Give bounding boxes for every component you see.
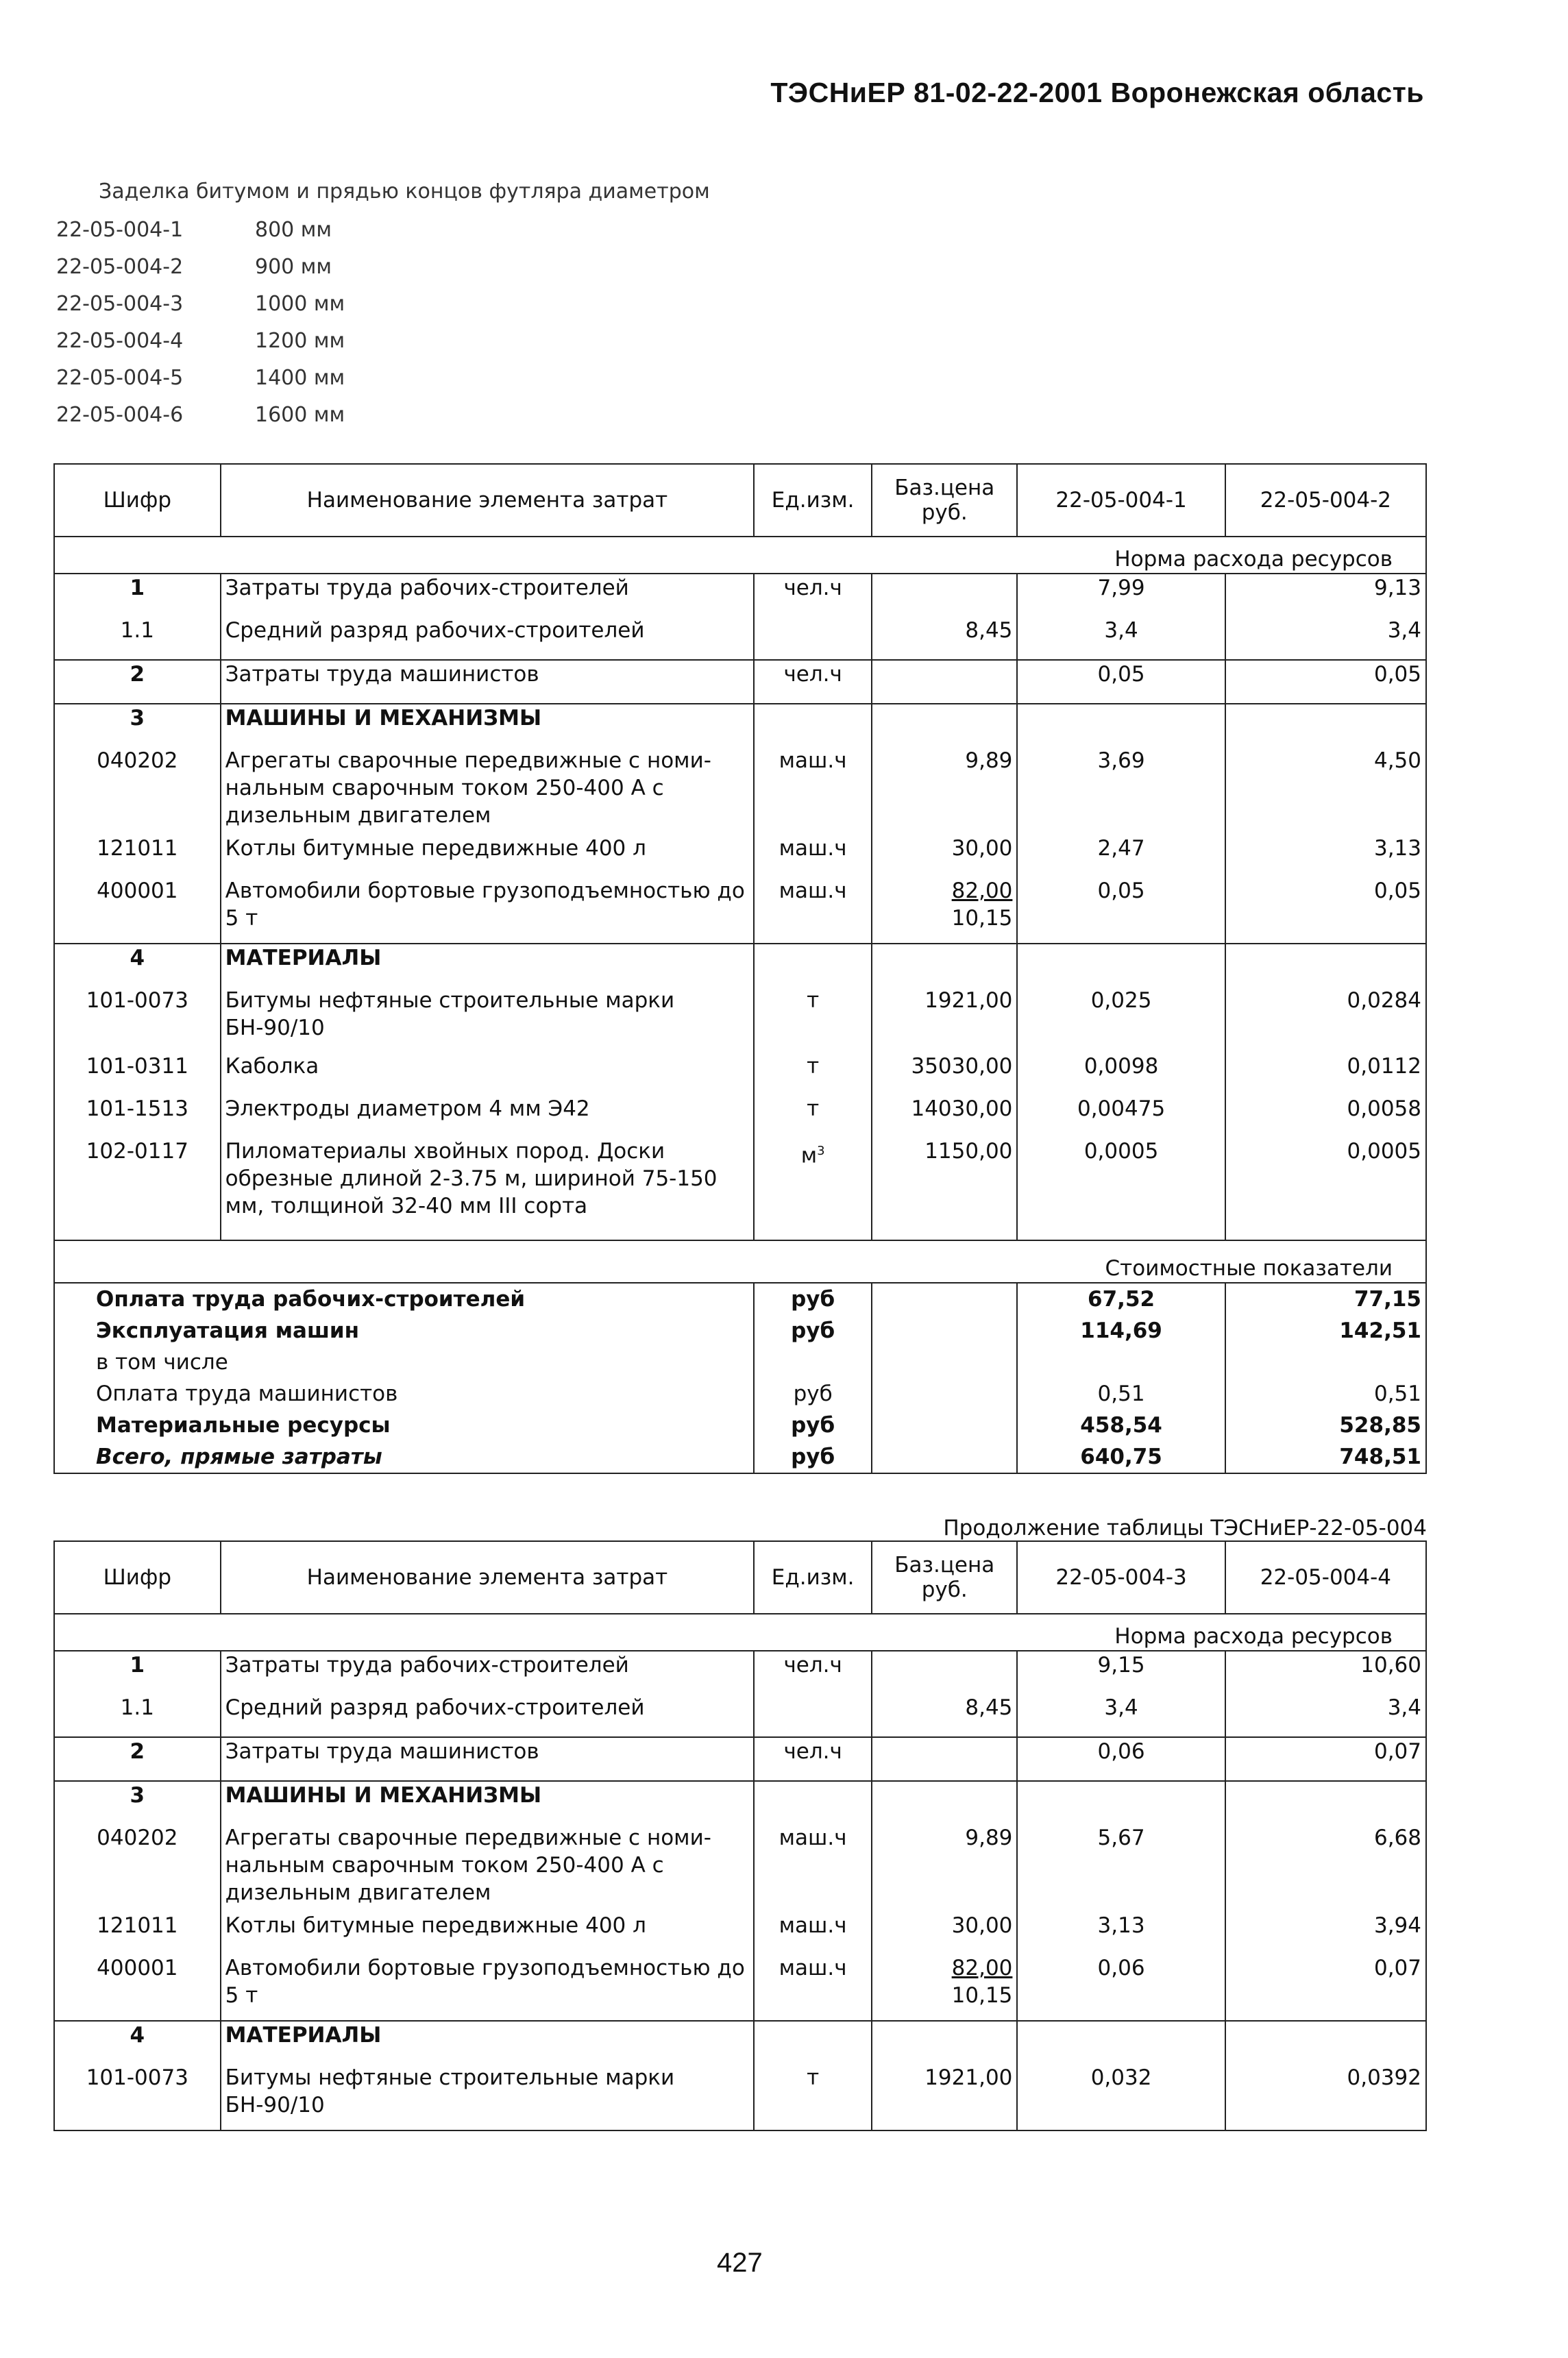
table-row bbox=[54, 1694, 1426, 1737]
row-name: Затраты труда машинистов bbox=[221, 1737, 755, 1781]
row-value-1: 5,67 bbox=[1017, 1824, 1225, 1912]
code: 22-05-004-4 bbox=[56, 329, 184, 353]
section-name: МАШИНЫ И МЕХАНИЗМЫ bbox=[221, 1781, 755, 1824]
row-value-1: 7,99 bbox=[1017, 574, 1225, 617]
row-price bbox=[872, 1954, 1017, 2021]
row-value-1: 0,025 bbox=[1017, 987, 1225, 1053]
row-name: Битумы нефтяные строительные марки БН-90/10 bbox=[221, 2064, 755, 2130]
row-value-2: 0,05 bbox=[1225, 660, 1426, 704]
row-value-1: 0,00475 bbox=[1017, 1095, 1225, 1138]
row-name: Каболка bbox=[221, 1053, 755, 1095]
norm-label: Норма расхода ресурсов bbox=[54, 537, 1426, 574]
row-code: 2 bbox=[54, 660, 221, 704]
resource-table-2 bbox=[53, 1540, 1427, 2131]
table-row bbox=[54, 1095, 1426, 1138]
diameter: 1200 мм bbox=[255, 329, 345, 353]
summary-label: Материальные ресурсы bbox=[96, 1413, 391, 1438]
col-header-code-3: 22-05-004-3 bbox=[1017, 1541, 1225, 1614]
row-code: 101-0311 bbox=[86, 1054, 188, 1079]
table-row bbox=[54, 660, 1426, 704]
row-name: Затраты труда рабочих-строителей bbox=[221, 1651, 755, 1694]
row-value-1: 3,4 bbox=[1017, 617, 1225, 660]
price-extra: 10,15 bbox=[951, 906, 1013, 931]
resource-table-1 bbox=[53, 463, 1427, 1474]
row-name: Автомобили бортовые грузоподъемностью до 5 т bbox=[221, 1954, 755, 2021]
table-row bbox=[54, 617, 1426, 660]
cost-label-row bbox=[54, 1240, 1426, 1283]
row-price: 1150,00 bbox=[872, 1138, 1017, 1240]
summary-value-2: 0,51 bbox=[1225, 1378, 1426, 1410]
row-name: Затраты труда машинистов bbox=[221, 660, 755, 704]
row-value-1: 2,47 bbox=[1017, 835, 1225, 877]
row-name: Затраты труда рабочих-строителей bbox=[221, 574, 755, 617]
row-value-1: 0,0098 bbox=[1017, 1053, 1225, 1095]
summary-label: в том числе bbox=[96, 1350, 228, 1375]
row-value-2: 0,0392 bbox=[1225, 2064, 1426, 2130]
row-price: 9,89 bbox=[872, 1824, 1017, 1912]
row-value-1: 0,05 bbox=[1017, 660, 1225, 704]
table-header-row bbox=[54, 464, 1426, 537]
row-value-2: 3,4 bbox=[1225, 617, 1426, 660]
row-value-1: 0,06 bbox=[1017, 1737, 1225, 1781]
page-number: 427 bbox=[717, 2248, 763, 2278]
row-value-2: 6,68 bbox=[1225, 1824, 1426, 1912]
summary-value-2: 142,51 bbox=[1225, 1315, 1426, 1347]
unit-superscript: 3 bbox=[817, 1144, 825, 1158]
table-row bbox=[54, 1651, 1426, 1694]
row-name: Котлы битумные передвижные 400 л bbox=[221, 835, 755, 877]
price-base: 82,00 bbox=[951, 1956, 1013, 1980]
summary-value-2: 748,51 bbox=[1225, 1441, 1426, 1473]
row-name: Средний разряд рабочих-строителей bbox=[221, 1694, 755, 1737]
summary-row bbox=[54, 1378, 1426, 1410]
table-row bbox=[54, 835, 1426, 877]
row-name: Средний разряд рабочих-строителей bbox=[221, 617, 755, 660]
summary-unit: руб bbox=[754, 1378, 872, 1410]
summary-value-1: 458,54 bbox=[1017, 1410, 1225, 1441]
col-header-code: Шифр bbox=[54, 1541, 221, 1614]
row-name: Агрегаты сварочные передвижные с номи-нальным сварочным током 250-400 А с дизельным двигателем bbox=[221, 1824, 755, 1912]
summary-row bbox=[54, 1410, 1426, 1441]
section-name: МАТЕРИАЛЫ bbox=[221, 944, 755, 987]
row-value-2: 0,0005 bbox=[1225, 1138, 1426, 1240]
row-price bbox=[872, 877, 1017, 944]
row-unit: маш.ч bbox=[754, 1954, 872, 2021]
code: 22-05-004-5 bbox=[56, 366, 184, 390]
row-code: 4 bbox=[54, 2021, 221, 2064]
summary-value-2: 528,85 bbox=[1225, 1410, 1426, 1441]
summary-value-1: 67,52 bbox=[1017, 1283, 1225, 1315]
row-value-1: 3,13 bbox=[1017, 1912, 1225, 1954]
row-value-1: 0,06 bbox=[1017, 1954, 1225, 2021]
row-code: 1.1 bbox=[120, 1695, 154, 1720]
document-header-title: ТЭСНиЕР 81-02-22-2001 Воронежская область bbox=[770, 77, 1424, 108]
summary-row bbox=[54, 1315, 1426, 1347]
row-unit: т bbox=[754, 1053, 872, 1095]
summary-row bbox=[54, 1347, 1426, 1378]
code: 22-05-004-3 bbox=[56, 292, 184, 316]
summary-unit: руб bbox=[754, 1441, 872, 1473]
col-header-unit: Ед.изм. bbox=[754, 464, 872, 537]
row-price: 14030,00 bbox=[872, 1095, 1017, 1138]
row-value-1: 9,15 bbox=[1017, 1651, 1225, 1694]
summary-value-2: 77,15 bbox=[1225, 1283, 1426, 1315]
row-unit: маш.ч bbox=[754, 747, 872, 835]
cost-label: Стоимостные показатели bbox=[54, 1240, 1426, 1283]
table-row bbox=[54, 2064, 1426, 2130]
norm-label-row bbox=[54, 537, 1426, 574]
diameter: 1400 мм bbox=[255, 366, 345, 390]
table-row bbox=[54, 1138, 1426, 1240]
row-unit: маш.ч bbox=[754, 877, 872, 944]
row-value-2: 0,0112 bbox=[1225, 1053, 1426, 1095]
section-name: МАТЕРИАЛЫ bbox=[221, 2021, 755, 2064]
row-unit: чел.ч bbox=[754, 1651, 872, 1694]
row-name: Пиломатериалы хвойных пород. Доски обрезные длиной 2-3.75 м, шириной 75-150 мм, толщиной 32-40 мм III сорта bbox=[221, 1138, 755, 1240]
row-unit: маш.ч bbox=[754, 835, 872, 877]
row-code: 1.1 bbox=[120, 618, 154, 643]
row-value-1: 0,032 bbox=[1017, 2064, 1225, 2130]
code-list-item bbox=[56, 255, 345, 292]
table-row bbox=[54, 1824, 1426, 1912]
row-price bbox=[872, 1651, 1017, 1694]
row-price: 30,00 bbox=[872, 835, 1017, 877]
table-row bbox=[54, 1737, 1426, 1781]
diameter: 800 мм bbox=[255, 218, 332, 242]
row-code: 040202 bbox=[97, 1826, 178, 1850]
row-name: Битумы нефтяные строительные марки БН-90/10 bbox=[221, 987, 755, 1053]
diameter: 1600 мм bbox=[255, 403, 345, 427]
row-code: 101-1513 bbox=[86, 1096, 188, 1121]
price-extra: 10,15 bbox=[951, 1983, 1013, 2008]
summary-value-1: 0,51 bbox=[1017, 1378, 1225, 1410]
row-unit bbox=[754, 617, 872, 660]
summary-unit: руб bbox=[754, 1410, 872, 1441]
row-code: 400001 bbox=[97, 879, 178, 903]
row-price: 30,00 bbox=[872, 1912, 1017, 1954]
section-row bbox=[54, 2021, 1426, 2064]
row-unit: чел.ч bbox=[754, 660, 872, 704]
col-header-unit: Ед.изм. bbox=[754, 1541, 872, 1614]
code: 22-05-004-6 bbox=[56, 403, 184, 427]
section-row bbox=[54, 1781, 1426, 1824]
row-value-2: 0,0058 bbox=[1225, 1095, 1426, 1138]
row-code: 1 bbox=[130, 1653, 145, 1678]
row-price: 8,45 bbox=[872, 1694, 1017, 1737]
row-value-2: 0,07 bbox=[1225, 1737, 1426, 1781]
row-unit: маш.ч bbox=[754, 1912, 872, 1954]
norm-label-row bbox=[54, 1614, 1426, 1651]
code-list-item bbox=[56, 403, 345, 440]
table-continuation-caption: Продолжение таблицы ТЭСНиЕР-22-05-004 bbox=[943, 1516, 1427, 1540]
summary-label: Оплата труда рабочих-строителей bbox=[96, 1287, 526, 1312]
row-price: 1921,00 bbox=[872, 2064, 1017, 2130]
table-header-row bbox=[54, 1541, 1426, 1614]
section-name: МАШИНЫ И МЕХАНИЗМЫ bbox=[221, 704, 755, 747]
row-code: 2 bbox=[54, 1737, 221, 1781]
row-code: 040202 bbox=[97, 748, 178, 773]
row-value-2: 3,94 bbox=[1225, 1912, 1426, 1954]
row-unit: т bbox=[754, 2064, 872, 2130]
row-price bbox=[872, 660, 1017, 704]
col-header-price: Баз.цена руб. bbox=[872, 464, 1017, 537]
row-code: 1 bbox=[130, 576, 145, 600]
summary-unit: руб bbox=[754, 1283, 872, 1315]
row-code: 121011 bbox=[97, 836, 178, 861]
code-list bbox=[56, 218, 345, 440]
table-row bbox=[54, 747, 1426, 835]
row-name: Автомобили бортовые грузоподъемностью до 5 т bbox=[221, 877, 755, 944]
row-value-1: 3,4 bbox=[1017, 1694, 1225, 1737]
summary-label: Эксплуатация машин bbox=[96, 1318, 360, 1343]
row-name: Агрегаты сварочные передвижные с номи-нальным сварочным током 250-400 А с дизельным двигателем bbox=[221, 747, 755, 835]
row-unit bbox=[754, 1138, 872, 1240]
norm-label: Норма расхода ресурсов bbox=[54, 1614, 1426, 1651]
col-header-price: Баз.цена руб. bbox=[872, 1541, 1017, 1614]
row-value-2: 3,13 bbox=[1225, 835, 1426, 877]
summary-value-1: 114,69 bbox=[1017, 1315, 1225, 1347]
row-price: 8,45 bbox=[872, 617, 1017, 660]
table-row bbox=[54, 987, 1426, 1053]
summary-row bbox=[54, 1441, 1426, 1473]
section-title: Заделка битумом и прядью концов футляра диаметром bbox=[99, 180, 710, 204]
summary-row bbox=[54, 1283, 1426, 1315]
unit-text: м bbox=[800, 1143, 818, 1168]
row-value-1: 0,05 bbox=[1017, 877, 1225, 944]
col-header-code: Шифр bbox=[54, 464, 221, 537]
row-price bbox=[872, 574, 1017, 617]
summary-label: Оплата труда машинистов bbox=[96, 1381, 398, 1406]
row-unit: чел.ч bbox=[754, 1737, 872, 1781]
row-unit: т bbox=[754, 987, 872, 1053]
summary-unit: руб bbox=[754, 1315, 872, 1347]
row-value-2: 10,60 bbox=[1225, 1651, 1426, 1694]
row-code: 101-0073 bbox=[86, 2065, 188, 2090]
col-header-code-1: 22-05-004-1 bbox=[1017, 464, 1225, 537]
row-name: Котлы битумные передвижные 400 л bbox=[221, 1912, 755, 1954]
row-name: Электроды диаметром 4 мм Э42 bbox=[221, 1095, 755, 1138]
code-list-item bbox=[56, 366, 345, 403]
row-price: 1921,00 bbox=[872, 987, 1017, 1053]
code-list-item bbox=[56, 218, 345, 255]
row-code: 4 bbox=[54, 944, 221, 987]
row-unit: маш.ч bbox=[754, 1824, 872, 1912]
col-header-code-4: 22-05-004-4 bbox=[1225, 1541, 1426, 1614]
table-row bbox=[54, 877, 1426, 944]
row-code: 3 bbox=[54, 1781, 221, 1824]
row-price: 35030,00 bbox=[872, 1053, 1017, 1095]
code-list-item bbox=[56, 329, 345, 366]
row-price bbox=[872, 1737, 1017, 1781]
row-value-2: 9,13 bbox=[1225, 574, 1426, 617]
row-value-2: 0,0284 bbox=[1225, 987, 1426, 1053]
table-row bbox=[54, 1912, 1426, 1954]
col-header-name: Наименование элемента затрат bbox=[221, 464, 755, 537]
row-unit: т bbox=[754, 1095, 872, 1138]
row-unit: чел.ч bbox=[754, 574, 872, 617]
diameter: 900 мм bbox=[255, 255, 332, 279]
row-unit bbox=[754, 1694, 872, 1737]
price-base: 82,00 bbox=[951, 879, 1013, 903]
col-header-code-2: 22-05-004-2 bbox=[1225, 464, 1426, 537]
section-row bbox=[54, 704, 1426, 747]
code: 22-05-004-2 bbox=[56, 255, 184, 279]
summary-value-1: 640,75 bbox=[1017, 1441, 1225, 1473]
row-value-2: 0,07 bbox=[1225, 1954, 1426, 2021]
table-row bbox=[54, 574, 1426, 617]
table-row bbox=[54, 1954, 1426, 2021]
row-value-1: 0,0005 bbox=[1017, 1138, 1225, 1240]
row-code: 121011 bbox=[97, 1913, 178, 1938]
row-code: 102-0117 bbox=[86, 1139, 188, 1164]
table-row bbox=[54, 1053, 1426, 1095]
row-value-2: 3,4 bbox=[1225, 1694, 1426, 1737]
row-value-1: 3,69 bbox=[1017, 747, 1225, 835]
code-list-item bbox=[56, 292, 345, 329]
col-header-name: Наименование элемента затрат bbox=[221, 1541, 755, 1614]
row-value-2: 0,05 bbox=[1225, 877, 1426, 944]
summary-label: Всего, прямые затраты bbox=[96, 1445, 382, 1469]
row-value-2: 4,50 bbox=[1225, 747, 1426, 835]
row-code: 3 bbox=[54, 704, 221, 747]
row-code: 400001 bbox=[97, 1956, 178, 1980]
row-price: 9,89 bbox=[872, 747, 1017, 835]
diameter: 1000 мм bbox=[255, 292, 345, 316]
row-code: 101-0073 bbox=[86, 988, 188, 1013]
code: 22-05-004-1 bbox=[56, 218, 184, 242]
section-row bbox=[54, 944, 1426, 987]
